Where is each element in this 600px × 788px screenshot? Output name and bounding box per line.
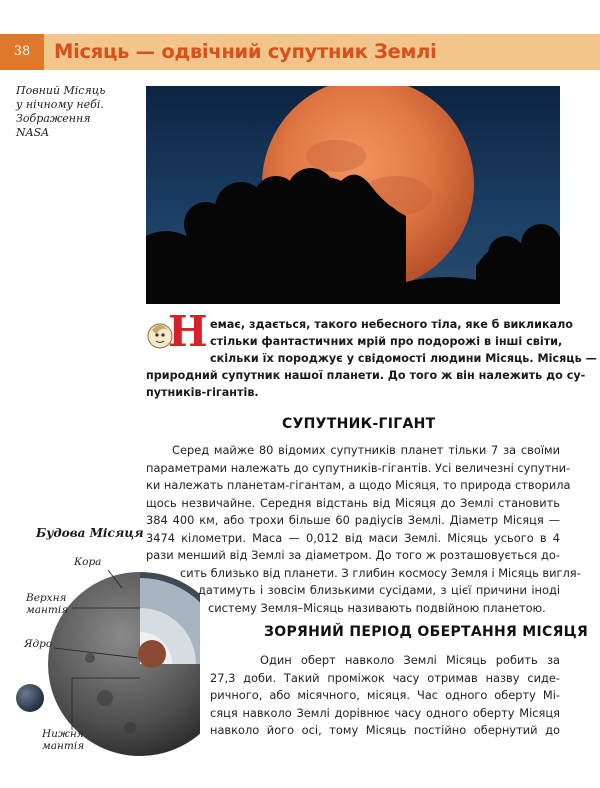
intro-line: путників-гігантів. bbox=[146, 386, 259, 399]
intro-line: природний супутник нашої планети. До того ж він належить до су- bbox=[146, 369, 586, 382]
section1-paragraph bbox=[146, 442, 581, 617]
intro-line: емає, здається, такого небесного тіла, яке б викликало bbox=[210, 318, 573, 331]
intro-line: скільки їх породжує у свідомості людини Місяць. Місяць — bbox=[210, 352, 597, 365]
section1-line: сить близько від планети. З глибин космосу Земля і Місяць вигля- bbox=[180, 565, 581, 580]
page-number: 38 bbox=[0, 34, 44, 70]
label-core: Ядро bbox=[24, 638, 53, 650]
section2-line: Один оберт навколо Землі Місяць робить за bbox=[260, 653, 560, 667]
photo-caption-line: у нічному небі. bbox=[16, 98, 104, 111]
section2-line: сяця навколо Землі дорівнює часу одного оберту Місяця bbox=[210, 705, 560, 720]
section1-line: параметрами належать до супутників-гігантів. Усі величезні супутни- bbox=[146, 460, 571, 475]
label-lower-mantle-line: Нижня bbox=[42, 728, 84, 740]
photo-caption bbox=[16, 84, 140, 140]
full-moon-image bbox=[146, 86, 560, 304]
section1-line: датимуть і зовсім близькими сусідами, з цієї причини іноді bbox=[198, 583, 560, 597]
section-heading-satellite-giant: СУПУТНИК-ГІГАНТ bbox=[282, 416, 436, 432]
photo-caption-line: NASA bbox=[16, 126, 50, 139]
section1-line: рази менший від Землі за діаметром. До того ж розташовується до- bbox=[146, 548, 560, 562]
diagram-title: Будова Місяця bbox=[36, 526, 144, 540]
label-crust: Кора bbox=[74, 556, 102, 568]
page-title: Місяць — одвічний супутник Землі bbox=[54, 40, 437, 63]
label-upper-mantle bbox=[26, 592, 68, 616]
label-lower-mantle-line: мантія bbox=[42, 740, 85, 752]
intro-paragraph bbox=[146, 316, 597, 401]
section2-line: навколо його осі, тому Місяць постійно обернутий до bbox=[210, 723, 560, 737]
label-upper-mantle-line: Верхня bbox=[26, 592, 67, 604]
section1-line: ки належать планетам-гігантам, а щодо Місяця, то природа створила bbox=[146, 478, 571, 492]
photo-caption-line: Повний Місяць bbox=[16, 84, 106, 97]
section1-line: 384 400 км, або трохи більше 60 радіусів Землі. Діаметр Місяця — bbox=[146, 513, 560, 527]
section-heading-sidereal-period: ЗОРЯНИЙ ПЕРІОД ОБЕРТАННЯ МІСЯЦЯ bbox=[264, 624, 589, 640]
section1-line: Серед майже 80 відомих супутників планет тільки 7 за своїми bbox=[172, 443, 560, 457]
section1-line: щось незвичайне. Середня відстань від Місяця до Землі становить bbox=[146, 495, 560, 510]
moon-structure-diagram bbox=[10, 548, 200, 784]
intro-line: стільки фантастичних мрій про подорожі в інші світи, bbox=[210, 335, 563, 348]
section2-line: 27,3 доби. Такий проміжок часу отримав назву сиде- bbox=[210, 670, 560, 685]
moon-cutaway-icon bbox=[10, 548, 200, 784]
section1-line: 3474 кілометри. Маса — 0,012 від маси Землі. Місяць усього в 4 bbox=[146, 530, 560, 545]
section1-line: систему Земля–Місяць називають подвійною планетою. bbox=[208, 600, 546, 615]
label-lower-mantle bbox=[42, 728, 84, 752]
label-upper-mantle-line: мантія bbox=[26, 604, 69, 616]
section2-paragraph bbox=[210, 652, 560, 740]
drop-cap-letter: Н bbox=[168, 307, 208, 356]
section2-line: ричного, або місячного, місяця. Час одного оберту Мі- bbox=[210, 688, 560, 702]
moon-photo bbox=[146, 86, 560, 304]
photo-caption-line: Зображення bbox=[16, 112, 91, 125]
